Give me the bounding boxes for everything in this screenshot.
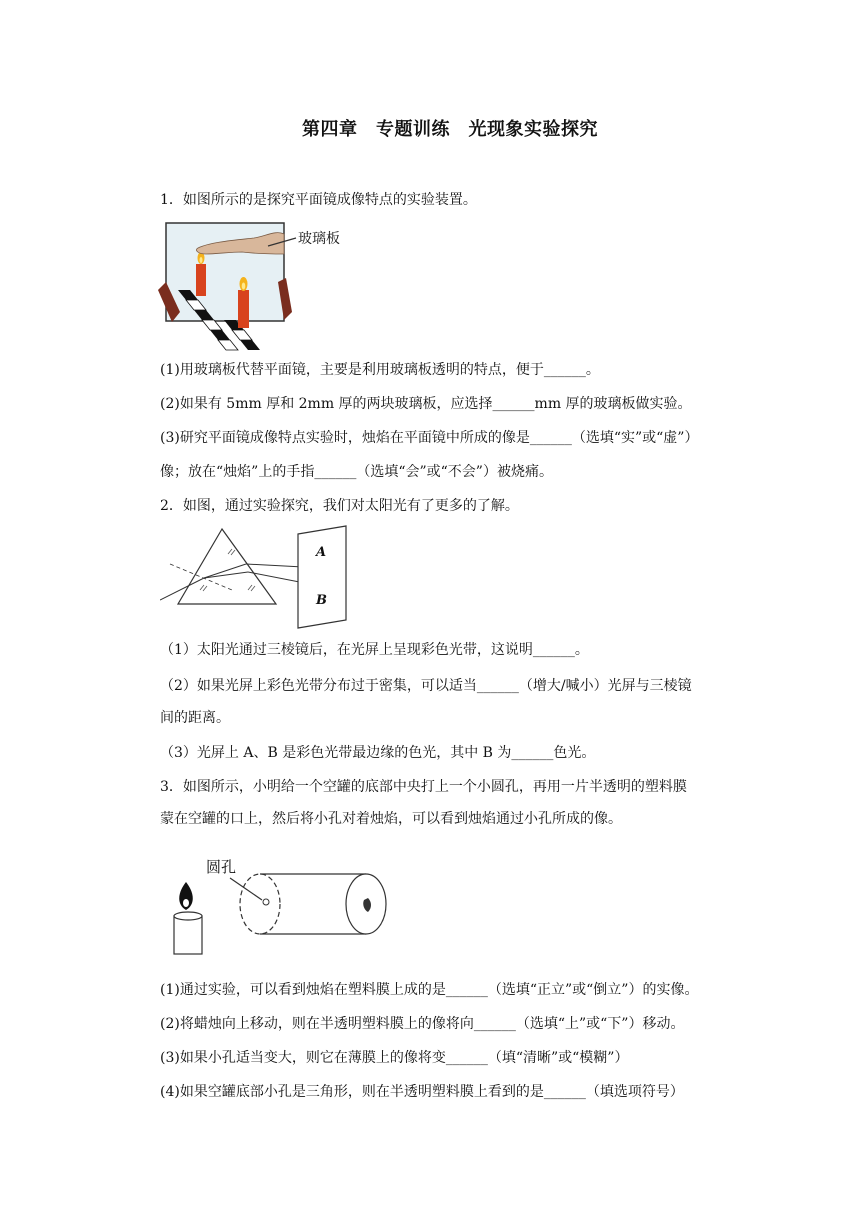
light-screen (298, 526, 346, 628)
q2-part2b: 间的距离。 (160, 710, 230, 726)
q3-stem-b: 蒙在空罐的口上，然后将小孔对着烛焰，可以看到烛焰通过小孔所成的像。 (160, 811, 622, 827)
label-a: A (316, 545, 327, 560)
mirror-experiment-figure (158, 220, 368, 352)
q2-part2a: （2）如果光屏上彩色光带分布过于密集，可以适当______（增大/喊小）光屏与三棱镜 (160, 678, 692, 694)
q3-part4: (4)如果空罐底部小孔是三角形，则在半透明塑料膜上看到的是______（填选项符号） (160, 1084, 684, 1100)
can-bottom (240, 874, 280, 934)
prism-figure (160, 524, 356, 632)
q1-stem: 1．如图所示的是探究平面镜成像特点的实验装置。 (160, 192, 477, 208)
candle-front (238, 290, 249, 328)
q2-part3: （3）光屏上 A、B 是彩色光带最边缘的色光，其中 B 为______色光。 (160, 745, 596, 761)
q1-part3b: 像；放在“烛焰”上的手指______（选填“会”或“不会”）被烧痛。 (160, 464, 553, 480)
prism (178, 529, 276, 604)
q3-part3: (3)如果小孔适当变大，则它在薄膜上的像将变______（填“清晰”或“模糊”） (160, 1050, 629, 1066)
glass-plate-label: 玻璃板 (298, 231, 340, 247)
q3-part2: (2)将蜡烛向上移动，则在半透明塑料膜上的像将向______（选填“上”或“下”）移动。 (160, 1016, 685, 1032)
hole-label: 圆孔 (206, 858, 237, 876)
pinhole-figure (168, 852, 394, 960)
candle-image (196, 264, 206, 296)
page-title: 第四章 专题训练 光现象实验探究 (302, 119, 598, 140)
q2-part1: （1）太阳光通过三棱镜后，在光屏上呈现彩色光带，这说明______。 (160, 642, 589, 658)
q1-part1: (1)用玻璃板代替平面镜，主要是利用玻璃板透明的特点，便于______。 (160, 362, 600, 378)
q1-part2: (2)如果有 5mm 厚和 2mm 厚的两块玻璃板，应选择______mm 厚的玻璃板做实验。 (160, 396, 692, 412)
q1-part3a: (3)研究平面镜成像特点实验时，烛焰在平面镜中所成的像是______（选填“实”或“虚”） (160, 430, 699, 446)
q3-stem-a: 3．如图所示，小明给一个空罐的底部中央打上一个小圆孔，再用一片半透明的塑料膜 (160, 779, 687, 795)
candle-body (174, 916, 202, 954)
label-b: B (316, 593, 327, 608)
q3-part1: (1)通过实验，可以看到烛焰在塑料膜上成的是______（选填“正立”或“倒立”）的实像。 (160, 982, 699, 998)
q2-stem: 2．如图，通过实验探究，我们对太阳光有了更多的了解。 (160, 498, 519, 514)
